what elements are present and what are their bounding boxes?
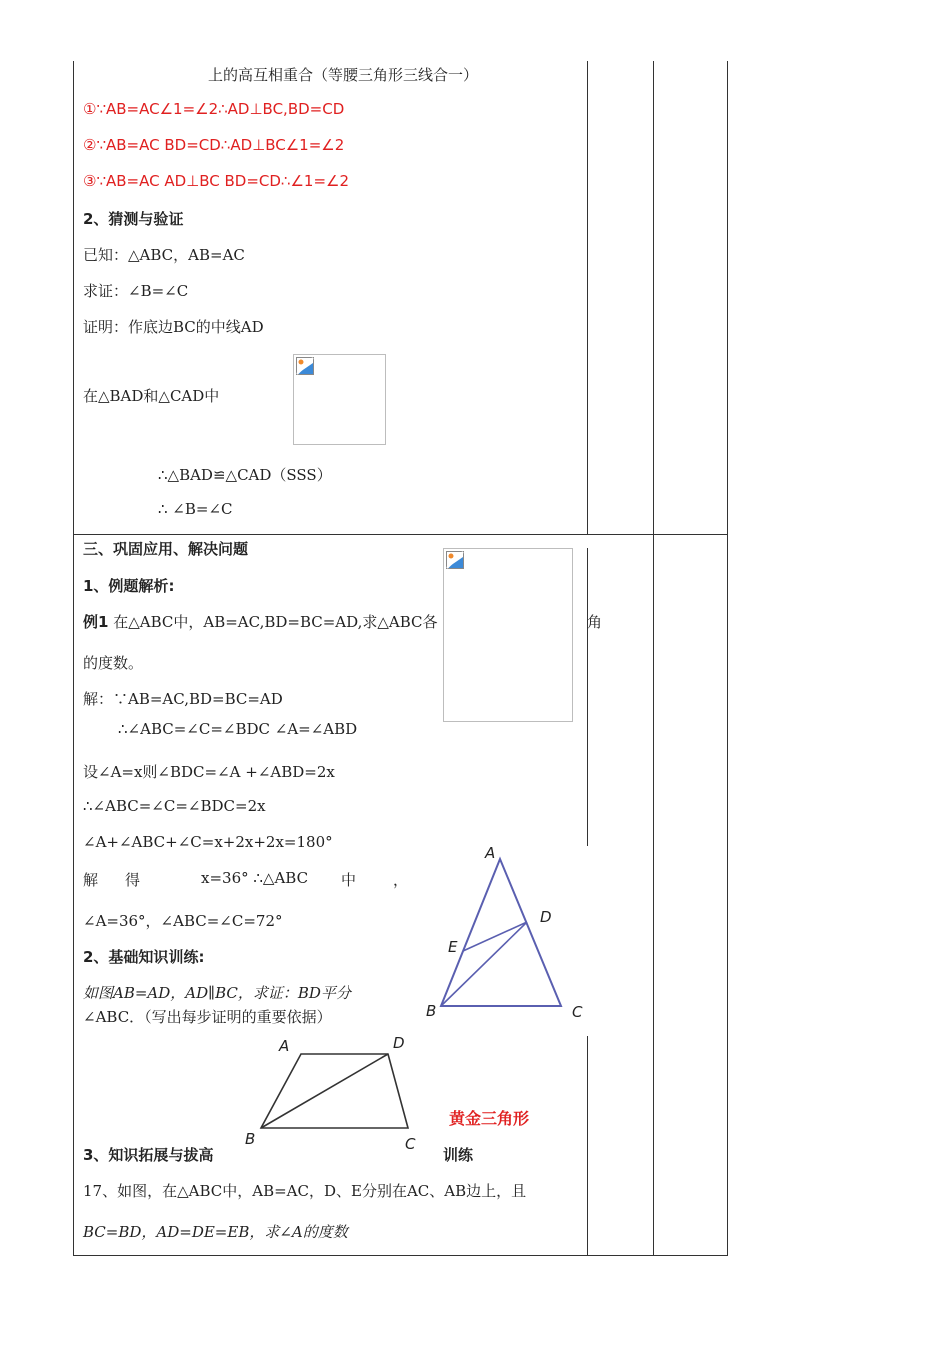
trapezoid-figure bbox=[250, 1040, 420, 1140]
missing-image-1 bbox=[293, 354, 386, 445]
solution-line-6-c: x=36° ∴△ABC bbox=[201, 869, 309, 887]
example-1-line2: 的度数。 bbox=[83, 654, 144, 672]
segment-bd-trap bbox=[261, 1054, 388, 1128]
training-line-2: ∠ABC．（写出每步证明的重要依据） bbox=[83, 1008, 332, 1026]
column-divider-1c bbox=[587, 1036, 588, 1255]
conclusion-congruent: ∴△BAD≌△CAD（SSS） bbox=[158, 466, 332, 484]
golden-triangle-figure bbox=[420, 840, 590, 1020]
column-divider-1b bbox=[587, 548, 588, 846]
red-item-1: ①∵AB=AC∠1=∠2∴AD⊥BC,BD=CD bbox=[83, 100, 345, 118]
solution-line-6-d: 中 bbox=[341, 871, 357, 889]
header-line: 上的高互相重合（等腰三角形三线合一） bbox=[208, 66, 479, 84]
given-text: 已知：△ABC，AB=AC bbox=[83, 246, 245, 264]
triangle-label-e: E bbox=[448, 938, 458, 956]
trapezoid-label-d: D bbox=[393, 1034, 405, 1052]
table-border-bottom bbox=[73, 1255, 728, 1256]
column-divider-2 bbox=[653, 61, 654, 1256]
solution-line-6-b: 得 bbox=[125, 871, 141, 889]
example-1-line1 bbox=[83, 611, 438, 632]
solution-line-6-e: ， bbox=[393, 871, 409, 889]
segment-bd bbox=[441, 922, 527, 1006]
row-divider bbox=[73, 534, 728, 535]
triangle-abc bbox=[441, 859, 561, 1006]
broken-image-icon bbox=[446, 551, 464, 569]
red-item-3: ③∵AB=AC AD⊥BC BD=CD∴∠1=∠2 bbox=[83, 172, 350, 190]
example-tail: 角 bbox=[587, 613, 603, 631]
example-label: 例1 bbox=[83, 613, 109, 631]
golden-triangle-label: 黄金三角形 bbox=[449, 1109, 530, 1128]
in-triangles-text: 在△BAD和△CAD中 bbox=[83, 387, 220, 405]
problem-line-1: 17、如图，在△ABC中，AB=AC，D、E分别在AC、AB边上，且 bbox=[83, 1182, 527, 1200]
solution-line-5: ∠A+∠ABC+∠C=x+2x+2x=180° bbox=[83, 833, 333, 851]
solution-line-7: ∠A=36°，∠ABC=∠C=72° bbox=[83, 912, 283, 930]
conclusion-angles: ∴ ∠B=∠C bbox=[158, 500, 233, 518]
red-item-2: ②∵AB=AC BD=CD∴AD⊥BC∠1=∠2 bbox=[83, 136, 345, 154]
triangle-label-a: A bbox=[485, 844, 496, 862]
heading-example: 1、例题解析: bbox=[83, 577, 175, 595]
trapezoid-abcd bbox=[261, 1054, 408, 1128]
solution-line-2: ∴∠ABC=∠C=∠BDC ∠A=∠ABD bbox=[118, 720, 358, 738]
heading-guess-verify: 2、猜测与验证 bbox=[83, 210, 184, 228]
table-border-left bbox=[73, 61, 74, 1256]
missing-image-2 bbox=[443, 548, 573, 722]
triangle-label-b: B bbox=[426, 1002, 437, 1020]
solution-line-3: 设∠A=x则∠BDC=∠A +∠ABD=2x bbox=[83, 763, 335, 781]
heading-apply: 三、巩固应用、解决问题 bbox=[83, 540, 249, 558]
trapezoid-label-a: A bbox=[279, 1037, 290, 1055]
triangle-label-d: D bbox=[540, 908, 552, 926]
table-border-right bbox=[727, 61, 728, 1256]
solution-line-4: ∴∠ABC=∠C=∠BDC=2x bbox=[83, 797, 266, 815]
training-line-1: 如图AB=AD，AD∥BC，求证：BD平分 bbox=[83, 984, 351, 1002]
solution-line-1: 解：∵AB=AC,BD=BC=AD bbox=[83, 690, 283, 708]
heading-extension-tail: 训练 bbox=[443, 1146, 474, 1164]
heading-basic-training: 2、基础知识训练: bbox=[83, 948, 205, 966]
column-divider-1 bbox=[587, 61, 588, 534]
example-text: 在△ABC中，AB=AC,BD=BC=AD,求△ABC各 bbox=[113, 613, 438, 631]
broken-image-icon bbox=[296, 357, 314, 375]
trapezoid-label-c: C bbox=[405, 1135, 416, 1153]
triangle-label-c: C bbox=[572, 1003, 583, 1021]
heading-extension: 3、知识拓展与拔高 bbox=[83, 1146, 214, 1164]
trapezoid-label-b: B bbox=[245, 1130, 256, 1148]
solution-line-6-a: 解 bbox=[83, 871, 99, 889]
proof-text: 证明：作底边BC的中线AD bbox=[83, 318, 264, 336]
prove-text: 求证：∠B=∠C bbox=[83, 282, 189, 300]
problem-line-2: BC=BD，AD=DE=EB，求∠A的度数 bbox=[83, 1223, 348, 1241]
